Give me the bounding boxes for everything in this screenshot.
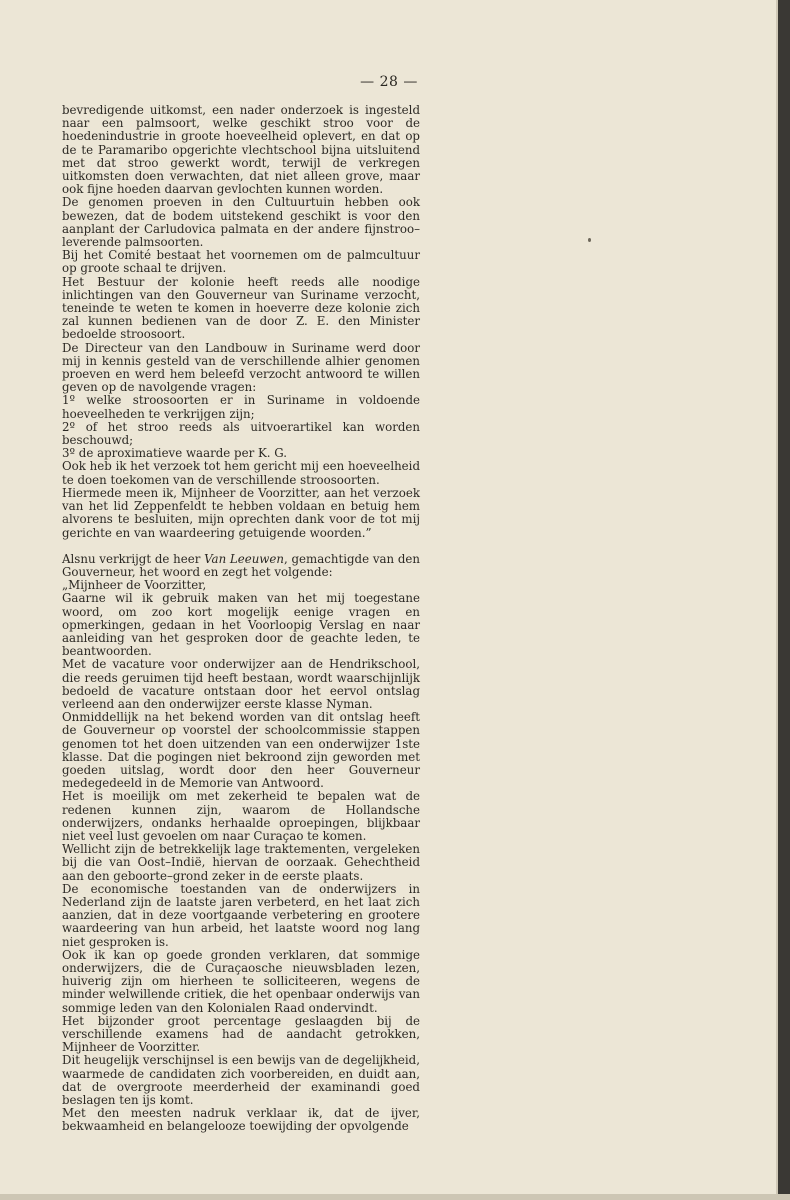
paragraph: 1º welke stroosoorten er in Suriname in voldoende hoeveelheden te verkrijgen zijn; xyxy=(62,393,420,421)
speech-paragraph: De economische toestanden van de onderwijzers in Nederland zijn de laatste jaren verbeterd, en het laat zich aanzien, dat in deze voortgaande verbetering en grootere waardeering van hun arbeid, het laatste woord nog lang niet gesproken is. xyxy=(62,881,420,949)
speech-paragraph: „Mijnheer de Voorzitter, xyxy=(62,578,207,593)
speech-paragraph: Ook ik kan op goede gronden verklaren, dat sommige onderwijzers, die de Curaçaosche nieuwsbladen lezen, huiverig zijn om hierheen te solliciteeren, wegens de minder welwillende critiek, die het openbaar onderwijs van sommige leden van den Kolonialen Raad ondervindt. xyxy=(62,947,420,1015)
speech-paragraph: Met den meesten nadruk verklaar ik, dat de ijver, bekwaamheid en belangelooze toewijding der opvolgende xyxy=(62,1106,420,1134)
paragraph: Het Bestuur der kolonie heeft reeds alle noodige inlichtingen van den Gouverneur van Suriname verzocht, teneinde te weten te komen in hoeverre deze kolonie zich zal kunnen bedienen van de door Z. E. den Minister bedoelde stroosoort. xyxy=(62,274,420,342)
paragraph: Ook heb ik het verzoek tot hem gericht mij een hoeveelheid te doen toekomen van de verschillende stroosoorten. xyxy=(62,459,420,487)
speech-paragraph: Het bijzonder groot percentage geslaagden bij de verschillende examens had de aandacht getrokken, Mijnheer de Voorzitter. xyxy=(62,1013,420,1055)
paragraph: De genomen proeven in den Cultuurtuin hebben ook bewezen, dat de bodem uitstekend geschikt is voor den aanplant der Carludovica palmata en der andere fijnstroo–leverende palmsoorten. xyxy=(62,195,420,250)
paragraph: bevredigende uitkomst, een nader onderzoek is ingesteld naar een palmsoort, welke geschikt stroo voor de hoedenindustrie in groote hoeveelheid oplevert, en dat op de te Paramaribo opgerichte vlechtschool bijna uitsluitend met dat stroo gewerkt wordt, terwijl de verkregen uitkomsten doen verwachten, dat niet alleen grove, maar ook fijne hoeden daarvan gevlochten kunnen worden. xyxy=(62,103,420,197)
paragraph: Bij het Comité bestaat het voornemen om de palmcultuur op groote schaal te drijven. xyxy=(62,248,420,276)
paragraph: Hiermede meen ik, Mijnheer de Voorzitter, aan het verzoek van het lid Zeppenfeldt te hebben voldaan en betuig hem alvorens te besluiten, mijn oprechten dank voor de tot mij gerichte en van waardeering getuigende woorden.” xyxy=(62,485,420,540)
speech-paragraph: Gaarne wil ik gebruik maken van het mij toegestane woord, om zoo kort mogelijk eenige vragen en opmerkingen, gedaan in het Voorloopig Verslag en naar aanleiding van het gesproken door de geachte leden, te beantwoorden. xyxy=(62,591,420,659)
speech-intro-before: Alsnu verkrijgt de heer xyxy=(62,551,205,566)
page-edge-shadow xyxy=(778,0,790,1200)
speech-paragraph: Wellicht zijn de betrekkelijk lage traktementen, vergeleken bij die van Oost–Indië, hiervan de oorzaak. Gehechtheid aan den geboorte–grond zeker in de eerste plaats. xyxy=(62,842,420,883)
speech-paragraph: Onmiddellijk na het bekend worden van dit ontslag heeft de Gouverneur op voorstel der schoolcommissie stappen genomen tot het doen uitzenden van een onderwijzer 1ste klasse. Dat die pogingen niet bekroond zijn geworden met goeden uitslag, wordt door den heer Gouverneur medegedeeld in de Memorie van Antwoord. xyxy=(62,710,420,791)
paragraph: De Directeur van den Landbouw in Suriname werd door mij in kennis gesteld van de verschillende alhier genomen proeven en werd hem beleefd verzocht antwoord te willen geven op de navolgende vragen: xyxy=(62,340,420,395)
page-bottom-edge xyxy=(0,1194,790,1200)
speech-paragraph: Het is moeilijk om met zekerheid te bepalen wat de redenen kunnen zijn, waarom de Hollandsche onderwijzers, ondanks herhaalde oproepingen, blijkbaar niet veel lust gevoelen om naar Curaçao te komen. xyxy=(62,789,420,843)
speech-paragraph: Dit heugelijk verschijnsel is een bewijs van de degelijkheid, waarmede de candidaten zich voorbereiden, en duidt aan, dat de overgroote meerderheid der examinandi goed beslagen ten ijs komt. xyxy=(62,1053,420,1108)
body-text xyxy=(62,104,420,1134)
ink-speck xyxy=(588,238,591,242)
paragraph: 3º de aproximatieve waarde per K. G. xyxy=(62,446,288,461)
page-number: — 28 — xyxy=(360,74,418,90)
speech-intro-after: , gemachtigde van den Gouverneur, het woord en zegt het volgende: xyxy=(62,551,420,579)
speech-intro xyxy=(62,553,420,579)
speaker-name: Van Leeuwen xyxy=(204,551,284,566)
paragraph: 2º of het stroo reeds als uitvoerartikel kan worden beschouwd; xyxy=(62,419,420,448)
speech-paragraph: Met de vacature voor onderwijzer aan de Hendrikschool, die reeds geruimen tijd heeft bestaan, wordt waarschijnlijk bedoeld de vacature ontstaan door het eervol ontslag verleend aan den onderwijzer eerste klasse Nyman. xyxy=(62,657,420,711)
